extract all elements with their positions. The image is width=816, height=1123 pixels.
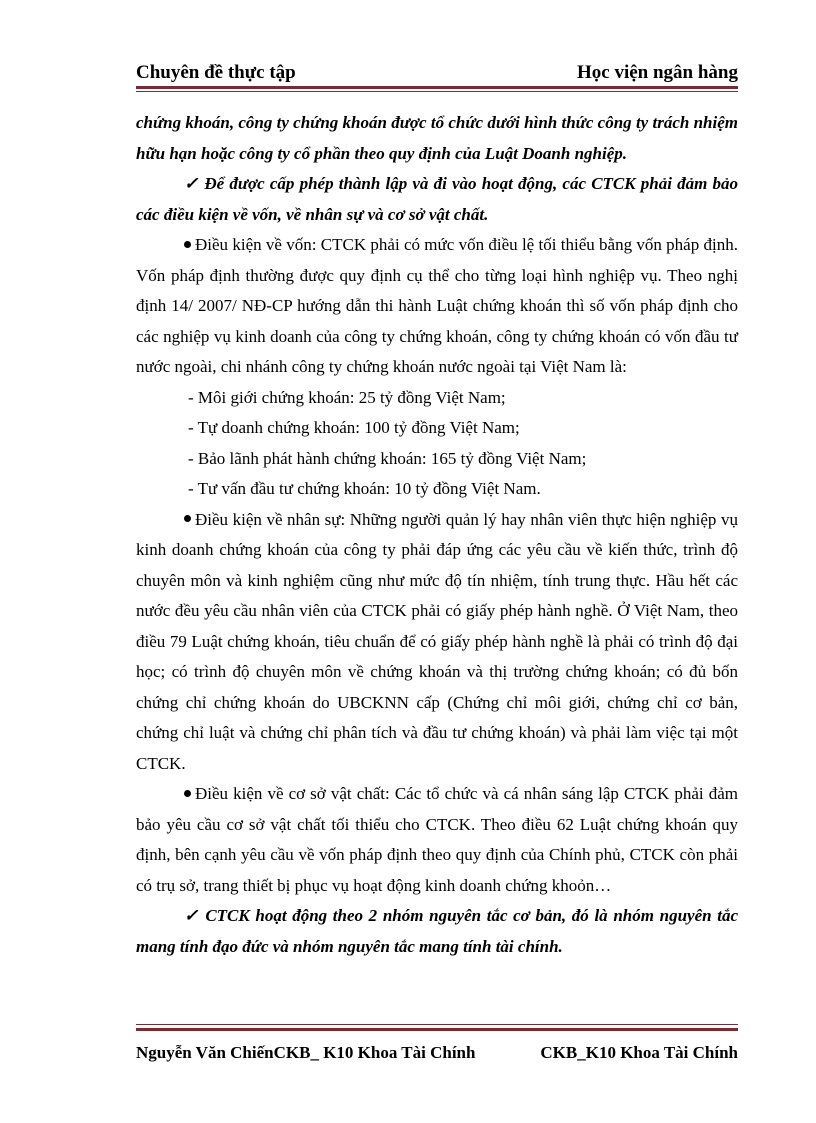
check-paragraph-2 bbox=[136, 901, 738, 962]
bullet-paragraph-personnel bbox=[136, 505, 738, 780]
bullet-paragraph-capital-text: Điều kiện về vốn: CTCK phải có mức vốn điều lệ tối thiểu bằng vốn pháp định. Vốn pháp định thường được quy định cụ thể cho từng loại hình nghiệp vụ. Theo nghị định 14/ 2007/ NĐ-CP hướng dẫn thi hành Luật chứng khoán thì số vốn pháp định cho các nghiệp vụ kinh doanh của công ty chứng khoán, công ty chứng khoán có vốn đầu tư nước ngoài, chi nhánh công ty chứng khoán nước ngoài tại Việt Nam là: bbox=[136, 235, 738, 376]
footer-right-text: CKB_K10 Khoa Tài Chính bbox=[540, 1043, 738, 1062]
footer-rule-thin bbox=[136, 1024, 738, 1025]
check-paragraph-2-text: CTCK hoạt động theo 2 nhóm nguyên tắc cơ bản, đó là nhóm nguyên tắc mang tính đạo đức và nhóm nguyên tắc mang tính tài chính. bbox=[136, 906, 738, 956]
check-paragraph-1 bbox=[136, 169, 738, 230]
bullet-paragraph-facilities bbox=[136, 779, 738, 901]
page-body bbox=[136, 108, 738, 962]
page-footer bbox=[136, 1043, 738, 1063]
list-item: - Tự doanh chứng khoán: 100 tỷ đồng Việt Nam; bbox=[188, 418, 520, 437]
footer-rule-thick bbox=[136, 1028, 738, 1031]
list-item: - Môi giới chứng khoán: 25 tỷ đồng Việt Nam; bbox=[188, 387, 506, 407]
page-header bbox=[136, 56, 738, 84]
check-paragraph-1-text: Để được cấp phép thành lập và đi vào hoạt động, các CTCK phải đảm bảo các điều kiện về vốn, về nhân sự và cơ sở vật chất. bbox=[136, 174, 739, 224]
header-rule-thick bbox=[136, 86, 738, 89]
checkmark-icon: ✓ bbox=[184, 906, 200, 925]
header-right-title: Học viện ngân hàng bbox=[576, 62, 738, 83]
list-item: - Bảo lãnh phát hành chứng khoán: 165 tỷ đồng Việt Nam; bbox=[188, 448, 587, 468]
header-left-title: Chuyên đề thực tập bbox=[136, 62, 296, 83]
list-item: - Tư vấn đầu tư chứng khoán: 10 tỷ đồng Việt Nam. bbox=[188, 479, 541, 498]
bullet-paragraph-personnel-text: Điều kiện về nhân sự: Những người quản lý hay nhân viên thực hiện nghiệp vụ kinh doanh chứng khoán của công ty phải đáp ứng các yêu cầu về kiến thức, trình độ chuyên môn và kinh nghiệm cũng như mức độ tín nhiệm, tính trung thực. Hầu hết các nước đều yêu cầu nhân viên của CTCK phải có giấy phép hành nghề. Ở Việt Nam, theo điều 79 Luật chứng khoán, tiêu chuẩn để có giấy phép hành nghề là phải có trình độ đại học; có trình độ chuyên môn về chứng khoán và thị trường chứng khoán; có đủ bốn chứng chỉ chứng khoán do UBCKNN cấp (Chứng chỉ môi giới, chứng chỉ cơ bản, chứng chỉ luật và chứng chỉ phân tích và đầu tư chứng khoán) và phải làm việc tại một CTCK. bbox=[136, 509, 738, 773]
capital-requirements-list bbox=[136, 383, 738, 505]
bullet-paragraph-capital bbox=[136, 230, 738, 383]
footer-left-text: Nguyễn Văn ChiếnCKB_ K10 Khoa Tài Chính bbox=[136, 1043, 476, 1062]
header-rule-thin bbox=[136, 91, 738, 92]
bullet-icon bbox=[184, 515, 191, 522]
bullet-icon bbox=[184, 790, 191, 797]
bullet-paragraph-facilities-text: Điều kiện về cơ sở vật chất: Các tổ chức và cá nhân sáng lập CTCK phải đảm bảo yêu cầu cơ sở vật chất tối thiểu cho CTCK. Theo điều 62 Luật chứng khoán quy định, bên cạnh yêu cầu về vốn pháp định theo quy định của Chính phủ, CTCK còn phải có trụ sở, trang thiết bị phục vụ hoạt động kinh doanh chứng khoỏn… bbox=[136, 784, 738, 895]
paragraph-intro: chứng khoán, công ty chứng khoán được tổ chức dưới hình thức công ty trách nhiệm hữu hạn hoặc công ty cổ phần theo quy định của Luật Doanh nghiệp. bbox=[136, 113, 738, 163]
checkmark-icon: ✓ bbox=[184, 174, 200, 193]
bullet-icon bbox=[184, 241, 191, 248]
